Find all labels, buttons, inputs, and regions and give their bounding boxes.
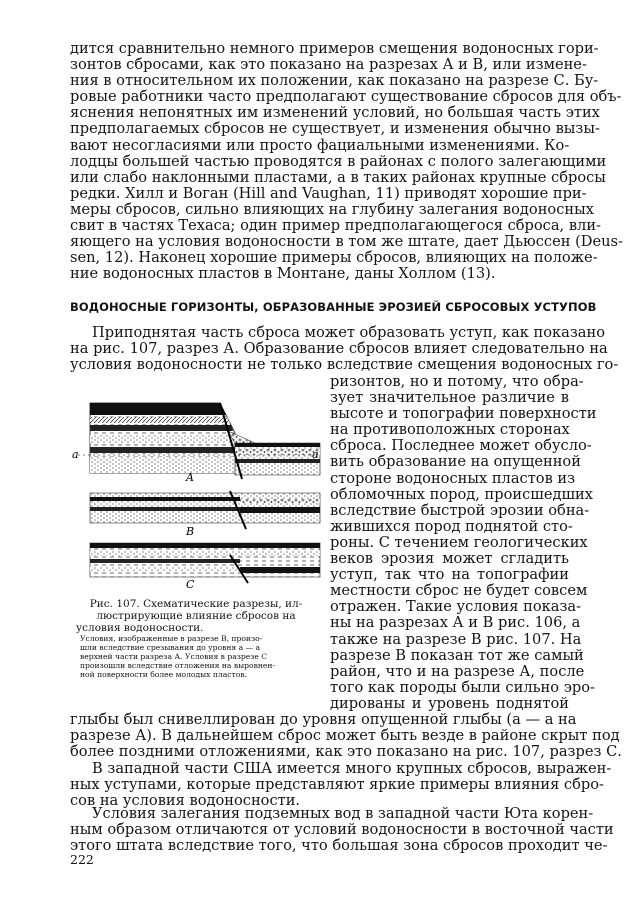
paragraph-2-column-line: вследствие быстрой эрозии обна- bbox=[330, 501, 590, 519]
section-heading: ВОДОНОСНЫЕ ГОРИЗОНТЫ, ОБРАЗОВАННЫЕ ЭРОЗИЕЙ СБРОСОВЫХ УСТУПОВ bbox=[70, 300, 597, 314]
paragraph-1-line: лодцы большей частью проводятся в районах с полого залегающими bbox=[70, 152, 607, 170]
paragraph-2-column-line: веков эрозия может сгладить bbox=[330, 550, 569, 568]
paragraph-1-line: ровые работники часто предполагают существование сбросов для объ- bbox=[70, 88, 622, 106]
paragraph-2-column-line: дированы и уровень поднятой bbox=[330, 694, 569, 712]
paragraph-2-column-line: стороне водоносных пластов из bbox=[330, 469, 576, 487]
section-b-diagram bbox=[90, 491, 320, 538]
label-a-right: a bbox=[312, 448, 319, 461]
paragraph-2-column-line: зует значительное различие в bbox=[330, 389, 569, 407]
paragraph-2-column-line: район, что и на разрезе А, после bbox=[330, 662, 585, 680]
caption-line: люстрирующие влияние сбросов на bbox=[96, 610, 296, 622]
caption-note-line: произошли вследствие отложения на выровнен- bbox=[80, 661, 276, 670]
paragraph-2-column-line: на противоположных сторонах bbox=[330, 421, 570, 439]
paragraph-4-line: этого штата вследствие того, что большая зона сбросов проходит че- bbox=[70, 837, 608, 855]
paragraph-2-column-line: роны. С течением геологических bbox=[330, 533, 588, 551]
paragraph-1-line: ние водоносных пластов в Монтане, даны Холлом (13). bbox=[70, 265, 496, 283]
paragraph-2-column-line: уступ, так что на топографии bbox=[330, 566, 569, 584]
paragraph-2-column-line: отражен. Такие условия показа- bbox=[330, 598, 582, 616]
paragraph-faults-intro bbox=[70, 40, 623, 283]
figure-caption-note bbox=[80, 634, 312, 679]
paragraph-2-column-line: ны на разрезах А и В рис. 106, а bbox=[330, 614, 581, 632]
label-section-c: C bbox=[186, 578, 195, 591]
paragraph-escarpments-tail bbox=[70, 711, 622, 761]
paragraph-2-tail-line: более поздними отложениями, как это показано на рис. 107, разрез С. bbox=[70, 743, 622, 761]
label-section-a: A bbox=[186, 471, 194, 484]
paragraph-2-column-line: разрезе В показан тот же самый bbox=[330, 646, 584, 664]
paragraph-escarpments-intro bbox=[70, 324, 619, 374]
caption-note-line: шли вследствие срезывания до уровня а — а bbox=[80, 643, 261, 652]
figure-caption bbox=[76, 598, 316, 634]
paragraph-1-line: меры сбросов, сильно влияющих на глубину залегания водоносных bbox=[70, 200, 594, 218]
caption-line: условия водоносности. bbox=[76, 622, 204, 634]
paragraph-4-line: Условия залегания подземных вод в западной части Юта корен- bbox=[92, 805, 594, 822]
figure-107-cross-sections bbox=[70, 383, 322, 593]
paragraph-3-line: В западной части США имеется много крупных сбросов, выражен- bbox=[92, 760, 612, 777]
paragraph-utah bbox=[70, 805, 614, 855]
paragraph-4-line: ным образом отличаются от условий водоносности в восточной части bbox=[70, 821, 614, 839]
paragraph-western-usa bbox=[70, 760, 612, 810]
paragraph-1-line: яснения непонятных им изменений условий, но большая часть этих bbox=[70, 104, 600, 122]
paragraph-1-line: дится сравнительно немного примеров смещения водоносных гори- bbox=[70, 40, 599, 57]
section-a-diagram bbox=[72, 403, 320, 484]
caption-note-line: верхней части разреза А. Условия в разрезе С bbox=[80, 652, 268, 661]
paragraph-1-line: яющего на условия водоносности в том же штате, дает Дьюссен (Deus- bbox=[70, 233, 623, 251]
paragraph-1-line: вают несогласиями или просто фациальными изменениями. Ко- bbox=[70, 136, 570, 154]
paragraph-1-line: ния в относительном их положении, как показано на разрезе С. Бу- bbox=[70, 72, 599, 90]
paragraph-1-line: зонтов сбросами, как это показано на разрезах А и В, или измене- bbox=[70, 56, 587, 74]
paragraph-2-column-line: местности сброс не будет совсем bbox=[330, 582, 588, 600]
paragraph-1-line: sen, 12). Наконец хорошие примеры сбросов, влияющих на положе- bbox=[70, 249, 598, 267]
paragraph-2-line: условия водоносности не только вследствие смещения водоносных го- bbox=[70, 356, 619, 374]
label-a-left: a bbox=[72, 448, 79, 461]
paragraph-2-line: Приподнятая часть сброса может образовать уступ, как показано bbox=[92, 324, 605, 341]
caption-note-line: ной поверхности более молодых пластов. bbox=[80, 670, 248, 679]
paragraph-1-line: свит в частях Техаса; один пример предполагающегося сброса, вли- bbox=[70, 217, 601, 235]
caption-note-line: Условия, изображенные в разрезе В, произо- bbox=[80, 634, 263, 643]
paragraph-2-column-line: того как породы были сильно эро- bbox=[330, 678, 595, 696]
paragraph-2-line: на рис. 107, разрез А. Образование сбросов влияет следовательно на bbox=[70, 340, 608, 358]
paragraph-2-column-line: обломочных пород, происшедших bbox=[330, 485, 594, 503]
paragraph-2-column-line: жившихся пород поднятой сто- bbox=[330, 517, 573, 535]
label-section-b: B bbox=[186, 525, 195, 538]
paragraph-escarpments-column bbox=[330, 373, 597, 712]
page-number: 222 bbox=[70, 852, 94, 867]
paragraph-3-line: сов на условия водоносности. bbox=[70, 792, 301, 810]
section-c-diagram bbox=[90, 543, 320, 591]
paragraph-2-column-line: ризонтов, но и потому, что обра- bbox=[330, 373, 584, 390]
paragraph-2-tail-line: глыбы был снивеллирован до уровня опущенной глыбы (а — а на bbox=[70, 711, 577, 728]
paragraph-2-tail-line: разрезе А). В дальнейшем сброс может быть везде в районе скрыт под bbox=[70, 727, 620, 745]
paragraph-2-column-line: высоте и топографии поверхности bbox=[330, 405, 597, 423]
paragraph-2-column-line: также на разрезе В рис. 107. На bbox=[330, 630, 582, 648]
caption-line: Рис. 107. Схематические разрезы, ил- bbox=[89, 598, 303, 610]
paragraph-2-column-line: сброса. Последнее может обусло- bbox=[330, 437, 592, 455]
paragraph-1-line: редки. Хилл и Воган (Hill and Vaughan, 11) приводят хорошие при- bbox=[70, 184, 587, 202]
paragraph-2-column-line: вить образование на опущенной bbox=[330, 453, 581, 471]
paragraph-1-line: или слабо наклонными пластами, а в таких районах крупные сбросы bbox=[70, 168, 606, 186]
paragraph-3-line: ных уступами, которые представляют яркие примеры влияния сбро- bbox=[70, 776, 604, 794]
paragraph-1-line: предполагаемых сбросов не существует, и изменения обычно вызы- bbox=[70, 120, 600, 138]
